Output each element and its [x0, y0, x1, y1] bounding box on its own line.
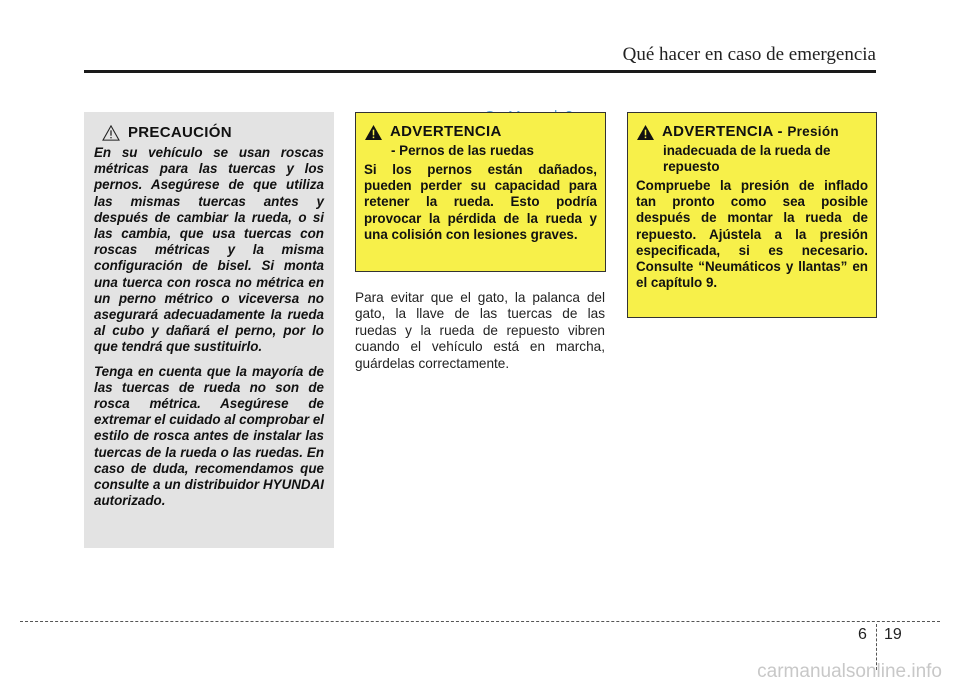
warning-title: ADVERTENCIA: [390, 123, 502, 140]
body-paragraph: Para evitar que el gato, la palanca del gato, la llave de las tuercas de las ruedas y la rueda de repuesto vibren cuando el vehículo está en marcha, guárdelas correctamente.: [355, 290, 605, 371]
caution-paragraph-1: En su vehículo se usan roscas métricas para las tuercas y los pernos. Asegúrese de que utiliza las mismas tuercas antes y después de cambiar la rueda, o si las cambia, que usa tuercas con roscas métricas y la misma configuración de bisel. Si monta una tuerca con rosca no métrica en un perno métrico o viceversa no asegurará adecuadamente la rueda al cubo y dañará el perno, por lo que tendrá que sustituirlo.: [94, 145, 324, 355]
caution-paragraph-2: Tenga en cuenta que la mayoría de las tuercas de rueda no son de rosca métrica. Asegúrese de extremar el cuidado al comprobar el estilo de rosca antes de instalar las tuercas de la rueda o las ruedas. En caso de duda, recomendamos que consulte a un distribuidor HYUNDAI autorizado.: [94, 363, 324, 509]
warning-box-wheel-bolts: [355, 112, 606, 272]
header-rule: [84, 70, 876, 73]
warning-title-main: ADVERTENCIA -: [662, 123, 783, 140]
caution-box: [84, 112, 334, 548]
page-number: 19: [884, 626, 902, 643]
watermark-bottom: carmanualsonline.info: [757, 661, 942, 682]
warning-title: [662, 123, 839, 140]
warning-header: [636, 123, 868, 141]
warning-subtitle: inadecuada de la rueda de repuesto: [663, 143, 831, 174]
chapter-number: 6: [858, 626, 867, 643]
caution-header: [102, 124, 324, 141]
warning-header: [364, 123, 597, 141]
running-header-title: Qué hacer en caso de emergencia: [622, 44, 876, 65]
caution-title: PRECAUCIÓN: [128, 124, 232, 141]
warning-subtitle: - Pernos de las ruedas: [391, 143, 534, 158]
caution-triangle-icon: [102, 125, 120, 141]
warning-triangle-icon: [636, 124, 655, 141]
warning-title-tail: Presión: [787, 124, 839, 139]
warning-text: Si los pernos están dañados, pueden perder su capacidad para retener la rueda. Esto podría provocar la pérdida de la rueda y una colisión con lesiones graves.: [364, 162, 597, 242]
warning-text: Compruebe la presión de inflado tan pronto como sea posible después de montar la rueda de repuesto. Ajústela a la presión especificada, si es necesario. Consulte “Neumáticos y llantas” en el capítulo 9.: [636, 178, 868, 291]
warning-triangle-icon: [364, 124, 383, 141]
warning-box-spare-pressure: [627, 112, 877, 318]
footer-rule: [20, 621, 940, 622]
